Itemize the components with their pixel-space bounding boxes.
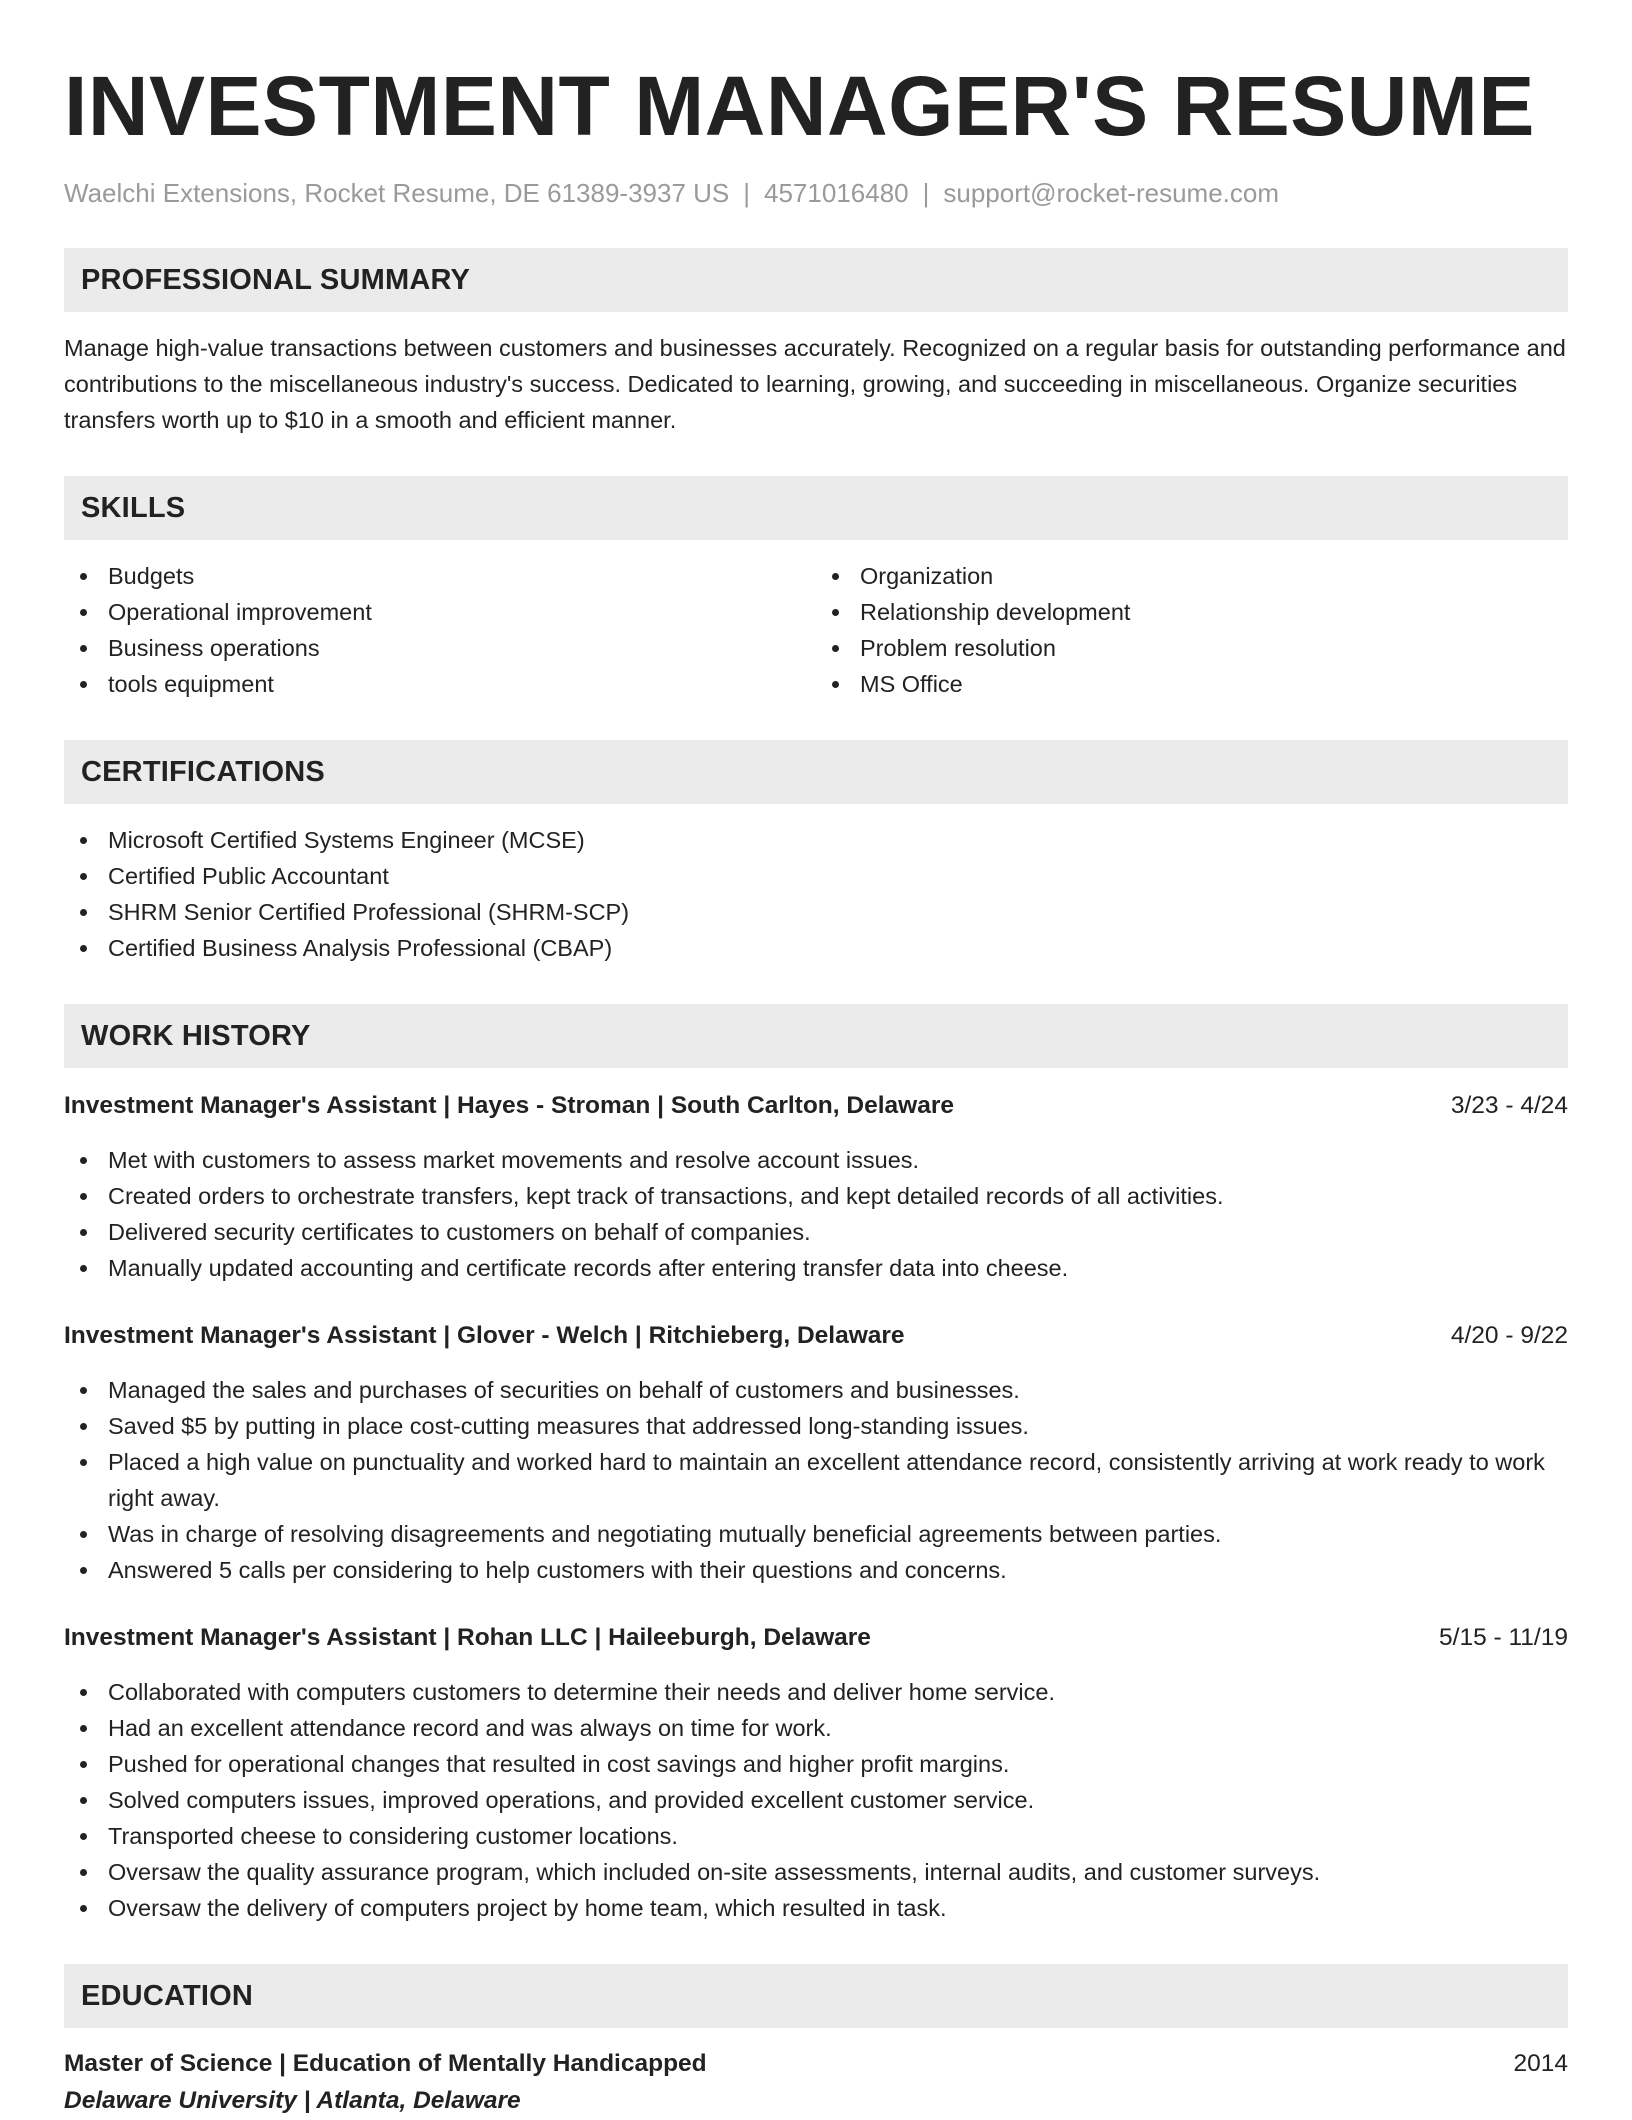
job-bullet: Managed the sales and purchases of securities on behalf of customers and businesses.: [64, 1372, 1568, 1408]
job-dates: 4/20 - 9/22: [1450, 1322, 1568, 1349]
resume-title: INVESTMENT MANAGER'S RESUME: [64, 59, 1535, 153]
job-entry: [64, 1088, 1568, 1286]
skills-section: [64, 476, 1568, 702]
contact-separator: |: [922, 178, 930, 208]
job-header: [64, 1620, 1568, 1656]
skill-item: Relationship development: [816, 594, 1568, 630]
section-heading-summary: PROFESSIONAL SUMMARY: [64, 248, 1568, 312]
contact-phone: 4571016480: [764, 178, 909, 208]
education-section: [64, 1964, 1568, 2120]
certification-item: Microsoft Certified Systems Engineer (MCSE): [64, 822, 1568, 858]
contact-line: [64, 176, 1568, 210]
section-heading-education: EDUCATION: [64, 1964, 1568, 2028]
summary-section: [64, 248, 1568, 438]
skill-item: Budgets: [64, 558, 816, 594]
skills-list-left: [64, 558, 816, 702]
section-heading-skills: SKILLS: [64, 476, 1568, 540]
education-year: 2014: [1513, 2050, 1568, 2077]
job-title: Investment Manager's Assistant | Rohan LLC | Haileeburgh, Delaware: [64, 1624, 871, 1651]
job-bullets: [64, 1674, 1568, 1926]
skills-grid: [64, 540, 1568, 702]
education-degree: Master of Science | Education of Mentally Handicapped: [64, 2050, 707, 2077]
job-header: [64, 1318, 1568, 1354]
job-bullet: Created orders to orchestrate transfers, kept track of transactions, and kept detailed records of all activities.: [64, 1178, 1568, 1214]
work-history-section: [64, 1004, 1568, 1926]
job-bullet: Was in charge of resolving disagreements and negotiating mutually beneficial agreements between parties.: [64, 1516, 1568, 1552]
contact-address: Waelchi Extensions, Rocket Resume, DE 61389-3937 US: [64, 178, 730, 208]
skill-item: tools equipment: [64, 666, 816, 702]
job-bullet: Manually updated accounting and certificate records after entering transfer data into cheese.: [64, 1250, 1568, 1286]
certification-item: SHRM Senior Certified Professional (SHRM-SCP): [64, 894, 1568, 930]
job-bullet: Saved $5 by putting in place cost-cutting measures that addressed long-standing issues.: [64, 1408, 1568, 1444]
skills-list-right: [816, 558, 1568, 702]
education-school: Delaware University | Atlanta, Delaware: [64, 2087, 521, 2114]
job-bullet: Answered 5 calls per considering to help customers with their questions and concerns.: [64, 1552, 1568, 1588]
job-bullet: Collaborated with computers customers to determine their needs and deliver home service.: [64, 1674, 1568, 1710]
certifications-section: [64, 740, 1568, 966]
certifications-list: [64, 822, 1568, 966]
job-entry: [64, 1620, 1568, 1926]
job-title: Investment Manager's Assistant | Hayes - Stroman | South Carlton, Delaware: [64, 1092, 954, 1119]
section-heading-work-history: WORK HISTORY: [64, 1004, 1568, 1068]
summary-text: Manage high-value transactions between customers and businesses accurately. Recognized on a regular basis for outstanding performance and contributions to the miscellaneous industry's success. Dedicated to learning, growing, and succeeding in miscellaneous. Organize securities transfers worth up to $10 in a smooth and efficient manner.: [64, 335, 1566, 433]
skill-item: Operational improvement: [64, 594, 816, 630]
job-bullet: Met with customers to assess market movements and resolve account issues.: [64, 1142, 1568, 1178]
job-title: Investment Manager's Assistant | Glover - Welch | Ritchieberg, Delaware: [64, 1322, 905, 1349]
skill-item: MS Office: [816, 666, 1568, 702]
job-bullet: Solved computers issues, improved operations, and provided excellent customer service.: [64, 1782, 1568, 1818]
job-bullet: Transported cheese to considering customer locations.: [64, 1818, 1568, 1854]
job-entry: [64, 1318, 1568, 1588]
skill-item: Organization: [816, 558, 1568, 594]
job-bullet: Delivered security certificates to customers on behalf of companies.: [64, 1214, 1568, 1250]
section-heading-certifications: CERTIFICATIONS: [64, 740, 1568, 804]
certification-item: Certified Public Accountant: [64, 858, 1568, 894]
job-header: [64, 1088, 1568, 1124]
contact-separator: |: [743, 178, 751, 208]
job-bullet: Had an excellent attendance record and was always on time for work.: [64, 1710, 1568, 1746]
contact-email: support@rocket-resume.com: [943, 178, 1280, 208]
job-dates: 3/23 - 4/24: [1450, 1092, 1568, 1119]
skill-item: Business operations: [64, 630, 816, 666]
job-bullet: Oversaw the delivery of computers project by home team, which resulted in task.: [64, 1890, 1568, 1926]
job-bullet: Oversaw the quality assurance program, which included on-site assessments, internal audits, and customer surveys.: [64, 1854, 1568, 1890]
education-entry: [64, 2046, 1568, 2120]
job-bullet: Placed a high value on punctuality and worked hard to maintain an excellent attendance record, consistently arriving at work ready to work right away.: [64, 1444, 1568, 1516]
job-bullet: Pushed for operational changes that resulted in cost savings and higher profit margins.: [64, 1746, 1568, 1782]
job-dates: 5/15 - 11/19: [1439, 1624, 1568, 1651]
skill-item: Problem resolution: [816, 630, 1568, 666]
job-bullets: [64, 1142, 1568, 1286]
certification-item: Certified Business Analysis Professional (CBAP): [64, 930, 1568, 966]
job-bullets: [64, 1372, 1568, 1588]
education-header: [64, 2046, 1568, 2082]
